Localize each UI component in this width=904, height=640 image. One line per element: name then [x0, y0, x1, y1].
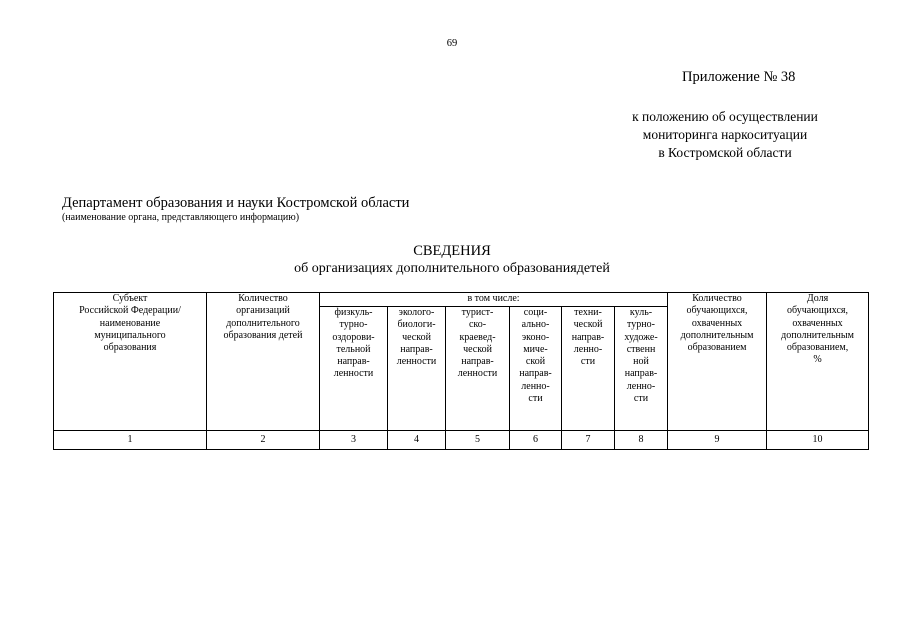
column-number: 5 — [446, 431, 510, 450]
document-title: СВЕДЕНИЯ — [413, 243, 491, 259]
header-tourism-local-history: турист- ско- краевед- ческой направ- ленности — [446, 307, 510, 431]
header-physical-culture: физкуль- турно- оздорови- тельной направ- ленности — [320, 307, 388, 431]
header-ecology-biology: эколого- биологи- ческой направ- ленности — [388, 307, 446, 431]
header-students-share: Доля обучающихся, охваченных дополнительным образованием, % — [767, 293, 869, 431]
appendix-subtitle-line: мониторинга наркоситуации — [642, 127, 808, 142]
page-number: 69 — [446, 38, 458, 49]
column-number: 10 — [767, 431, 869, 450]
organization-name: Департамент образования и науки Костромской области — [62, 195, 410, 211]
header-group-including: в том числе: — [320, 293, 668, 307]
header-technical: техни- ческой направ- ленно- сти — [562, 307, 615, 431]
column-number: 4 — [388, 431, 446, 450]
data-table — [53, 292, 869, 450]
header-cultural-artistic: куль- турно- художе- ственн ной направ- ленно- сти — [615, 307, 668, 431]
header-subject: Субъект Российской Федерации/ наименование муниципального образования — [54, 293, 207, 431]
column-number: 7 — [562, 431, 615, 450]
column-number: 6 — [510, 431, 562, 450]
document-subtitle: об организациях дополнительного образованиядетей — [294, 261, 610, 276]
column-number: 9 — [668, 431, 767, 450]
appendix-title: Приложение № 38 — [682, 69, 796, 85]
header-org-count: Количество организаций дополнительного образования детей — [207, 293, 320, 431]
header-social-economic: соци- ально- эконо- миче- ской направ- ленно- сти — [510, 307, 562, 431]
column-number: 2 — [207, 431, 320, 450]
column-number: 8 — [615, 431, 668, 450]
appendix-subtitle-line: в Костромской области — [658, 145, 792, 160]
header-students-count: Количество обучающихся, охваченных дополнительным образованием — [668, 293, 767, 431]
column-number: 3 — [320, 431, 388, 450]
organization-caption: (наименование органа, представляющего информацию) — [62, 212, 300, 223]
appendix-subtitle-line: к положению об осуществлении — [632, 109, 818, 124]
column-number: 1 — [54, 431, 207, 450]
appendix-subtitle — [590, 108, 860, 162]
